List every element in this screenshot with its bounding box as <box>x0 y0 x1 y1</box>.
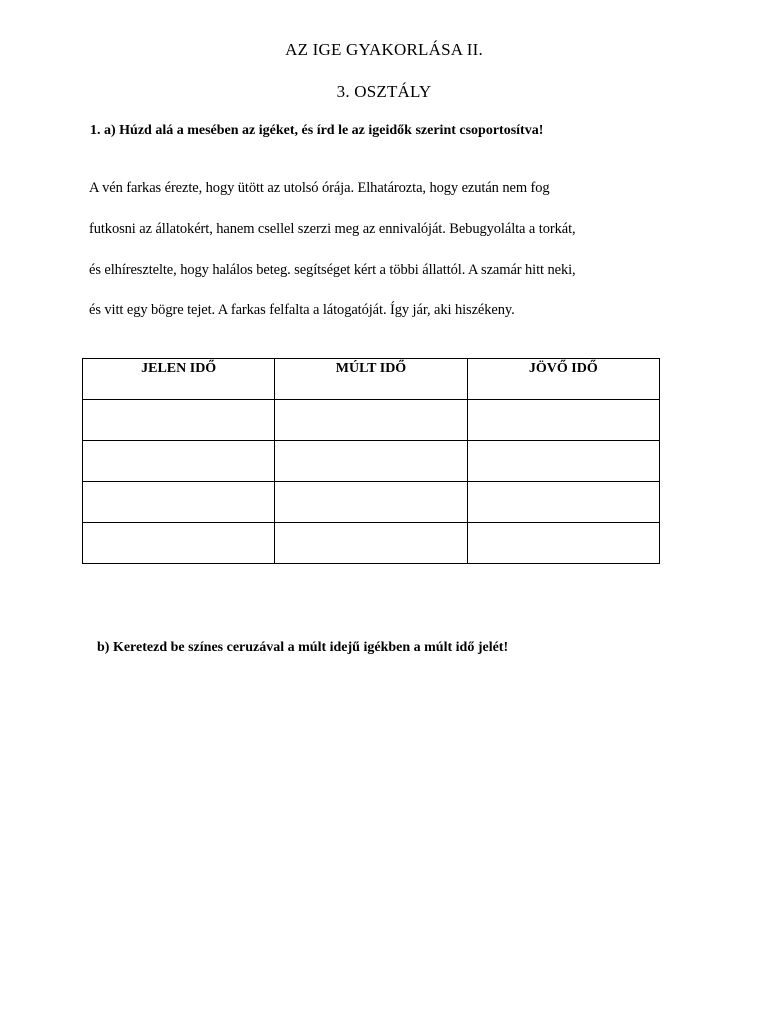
table-row <box>83 400 660 441</box>
table-cell-present <box>83 523 275 564</box>
column-header-future: JÖVŐ IDŐ <box>467 359 659 400</box>
column-header-past: MÚLT IDŐ <box>275 359 467 400</box>
table-header-row <box>83 359 660 400</box>
page-title: AZ IGE GYAKORLÁSA II. <box>285 40 483 59</box>
column-header-present: JELEN IDŐ <box>83 359 275 400</box>
table-cell-present <box>83 482 275 523</box>
story-line: és vitt egy bögre tejet. A farkas felfalta a látogatóját. Így jár, aki hiszékeny. <box>89 302 515 318</box>
table-cell-future <box>467 400 659 441</box>
story-line: futkosni az állatokért, hanem csellel szerzi meg az ennivalóját. Bebugyolálta a torkát, <box>89 221 576 237</box>
table-cell-future <box>467 441 659 482</box>
task-b-instruction: b) Keretezd be színes ceruzával a múlt idejű igékben a múlt idő jelét! <box>97 640 509 655</box>
table-cell-future <box>467 482 659 523</box>
table-cell-past <box>275 482 467 523</box>
table-row <box>83 441 660 482</box>
page-subtitle: 3. OSZTÁLY <box>336 82 432 101</box>
table-row <box>83 523 660 564</box>
verb-tense-table <box>82 358 660 564</box>
table-cell-past <box>275 400 467 441</box>
table-cell-present <box>83 400 275 441</box>
table-row <box>83 482 660 523</box>
story-line: és elhíresztelte, hogy halálos beteg. segítséget kért a többi állattól. A szamár hitt neki, <box>89 262 576 278</box>
table-cell-past <box>275 523 467 564</box>
table-cell-past <box>275 441 467 482</box>
task-a-instruction: 1. a) Húzd alá a mesében az igéket, és írd le az igeidők szerint csoportosítva! <box>90 123 544 138</box>
table-cell-present <box>83 441 275 482</box>
table-cell-future <box>467 523 659 564</box>
story-line: A vén farkas érezte, hogy ütött az utolsó órája. Elhatározta, hogy ezután nem fog <box>89 180 550 196</box>
